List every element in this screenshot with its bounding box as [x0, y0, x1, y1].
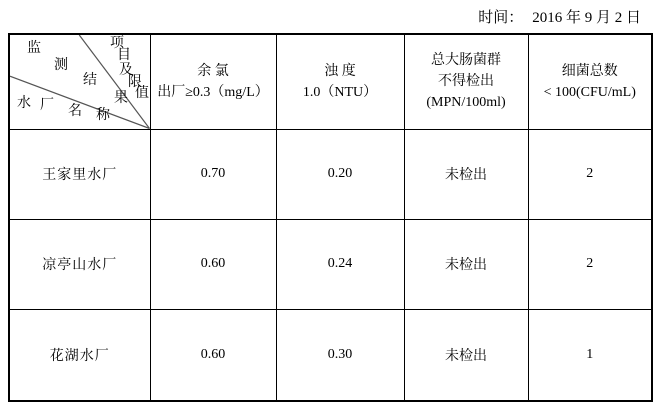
value-cell: 未检出 [404, 309, 528, 401]
corner-char: 测 [54, 58, 68, 73]
corner-char: 值 [135, 86, 149, 101]
corner-char: 水 [17, 96, 31, 111]
water-quality-table [8, 33, 653, 402]
corner-char: 项 [110, 36, 124, 51]
table-row [9, 219, 652, 309]
table-row [9, 309, 652, 401]
report-date [0, 6, 641, 27]
corner-char: 及 [119, 63, 133, 78]
corner-char: 限 [128, 75, 142, 90]
col-title: 总大肠菌群 [431, 53, 501, 69]
col-title: 余 氯 [197, 63, 229, 79]
plant-name-cell: 花湖水厂 [9, 309, 150, 401]
value-cell: 0.20 [276, 129, 404, 219]
value-cell: 未检出 [404, 129, 528, 219]
corner-char: 结 [83, 73, 97, 88]
value-cell: 0.30 [276, 309, 404, 401]
col-unit: (MPN/100ml) [426, 95, 506, 111]
header-row [9, 34, 652, 129]
report-date-label: 时间： [478, 10, 524, 26]
corner-char: 厂 [40, 98, 54, 113]
value-cell: 0.24 [276, 219, 404, 309]
col-header-residual-chlorine [150, 34, 276, 129]
corner-char: 名 [68, 104, 82, 119]
value-cell: 0.60 [150, 219, 276, 309]
col-header-bacteria-count [528, 34, 652, 129]
corner-char: 目 [117, 48, 131, 63]
corner-diagonal-area [10, 35, 150, 129]
value-cell: 0.60 [150, 309, 276, 401]
plant-name-cell: 王家里水厂 [9, 129, 150, 219]
col-limit: 1.0（NTU） [302, 84, 378, 100]
corner-char: 称 [96, 108, 110, 123]
value-cell: 1 [528, 309, 652, 401]
col-limit: 出厂≥0.3（mg/L） [157, 84, 269, 100]
corner-header-cell [9, 34, 150, 129]
col-title: 浊 度 [324, 63, 356, 79]
col-limit: < 100(CFU/mL) [543, 84, 636, 100]
corner-char: 果 [114, 91, 128, 106]
value-cell: 未检出 [404, 219, 528, 309]
plant-name-cell: 凉亭山水厂 [9, 219, 150, 309]
value-cell: 2 [528, 129, 652, 219]
table-row [9, 129, 652, 219]
col-title: 细菌总数 [561, 63, 618, 79]
value-cell: 2 [528, 219, 652, 309]
col-limit: 不得检出 [438, 74, 494, 90]
col-header-total-coliform [404, 34, 528, 129]
value-cell: 0.70 [150, 129, 276, 219]
report-date-value: 2016 年 9 月 2 日 [532, 10, 641, 26]
col-header-turbidity [276, 34, 404, 129]
corner-char: 监 [27, 41, 41, 56]
